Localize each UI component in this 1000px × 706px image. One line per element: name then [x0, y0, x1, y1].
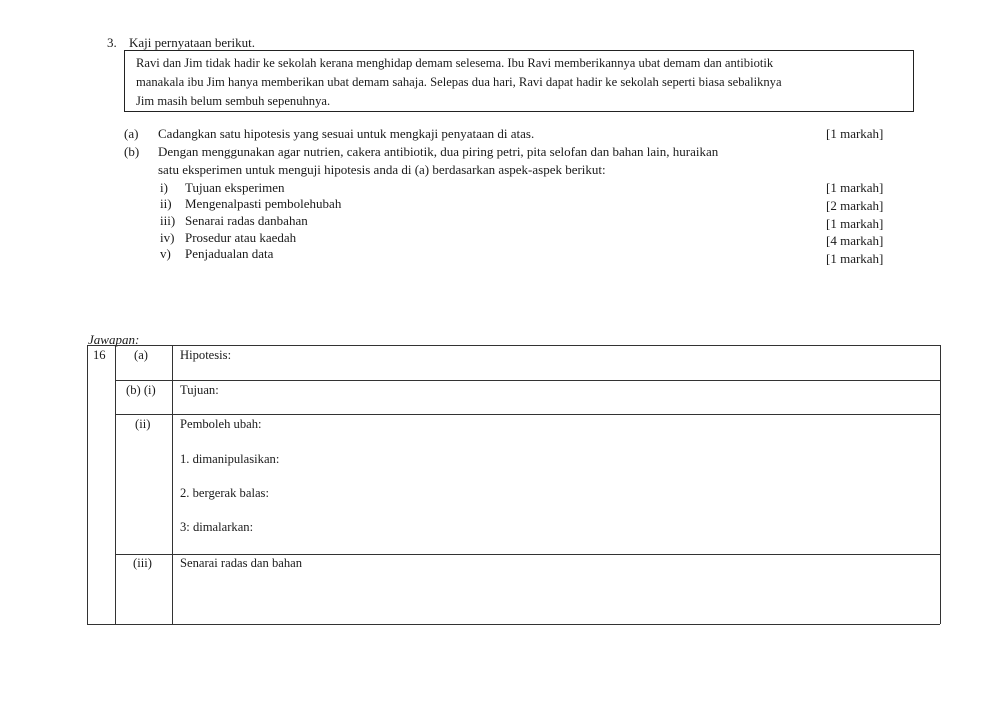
- table-border: [87, 345, 88, 624]
- question-instruction: Kaji pernyataan berikut.: [129, 35, 255, 50]
- part-a-text: Cadangkan satu hipotesis yang sesuai untuk mengkaji penyataan di atas.: [158, 126, 535, 141]
- answer-question-number: 16: [93, 348, 106, 362]
- aspect-number: iv): [160, 230, 175, 245]
- answer-row-part: (ii): [135, 417, 151, 431]
- aspect-marks: [2 markah]: [826, 198, 884, 213]
- stimulus-line: Ravi dan Jim tidak hadir ke sekolah kerana menghidap demam selesema. Ibu Ravi memberikannya ubat demam dan antibiotik: [136, 56, 774, 70]
- part-b-label: (b): [124, 144, 140, 159]
- variables-label: Pemboleh ubah:: [180, 417, 262, 431]
- table-divider: [172, 345, 173, 624]
- responding-variable-label: 2. bergerak balas:: [180, 486, 269, 500]
- aspect-marks: [1 markah]: [826, 180, 884, 195]
- aspect-number: iii): [160, 213, 176, 228]
- aspect-text: Tujuan eksperimen: [185, 180, 285, 195]
- aspect-text: Mengenalpasti pembolehubah: [185, 196, 342, 211]
- table-border: [87, 624, 940, 625]
- aspect-text: Prosedur atau kaedah: [185, 230, 297, 245]
- manipulated-variable-label: 1. dimanipulasikan:: [180, 452, 280, 466]
- aspect-marks: [4 markah]: [826, 233, 884, 248]
- aspect-marks: [1 markah]: [826, 251, 884, 266]
- part-a-label: (a): [124, 126, 139, 141]
- aspect-number: i): [160, 180, 168, 195]
- table-divider: [115, 554, 940, 555]
- answer-row-part: (iii): [133, 556, 152, 570]
- aim-label: Tujuan:: [180, 383, 219, 397]
- stimulus-line: Jim masih belum sembuh sepenuhnya.: [136, 94, 331, 108]
- aspect-text: Penjadualan data: [185, 246, 274, 261]
- answer-row-part: (a): [134, 348, 148, 362]
- part-b-text: Dengan menggunakan agar nutrien, cakera antibiotik, dua piring petri, pita selofan dan bahan lain, huraikan: [158, 144, 719, 159]
- answer-heading: Jawapan:: [88, 332, 140, 347]
- hypothesis-label: Hipotesis:: [180, 348, 232, 362]
- table-divider: [115, 345, 116, 624]
- constant-variable-label: 3: dimalarkan:: [180, 520, 254, 534]
- aspect-number: ii): [160, 196, 172, 211]
- stimulus-box: [124, 50, 914, 112]
- question-number: 3.: [107, 35, 117, 50]
- aspect-number: v): [160, 246, 171, 261]
- answer-row-part: (b) (i): [126, 383, 156, 397]
- table-divider: [115, 414, 940, 415]
- table-divider: [115, 380, 940, 381]
- apparatus-materials-label: Senarai radas dan bahan: [180, 556, 303, 570]
- aspect-marks: [1 markah]: [826, 216, 884, 231]
- part-b-text: satu eksperimen untuk menguji hipotesis anda di (a) berdasarkan aspek-aspek berikut:: [158, 162, 606, 177]
- table-border: [940, 345, 941, 624]
- table-border: [87, 345, 940, 346]
- part-a-marks: [1 markah]: [826, 126, 884, 141]
- aspect-text: Senarai radas danbahan: [185, 213, 308, 228]
- stimulus-line: manakala ibu Jim hanya memberikan ubat demam sahaja. Selepas dua hari, Ravi dapat hadir ke sekolah seperti biasa sebaliknya: [136, 75, 782, 89]
